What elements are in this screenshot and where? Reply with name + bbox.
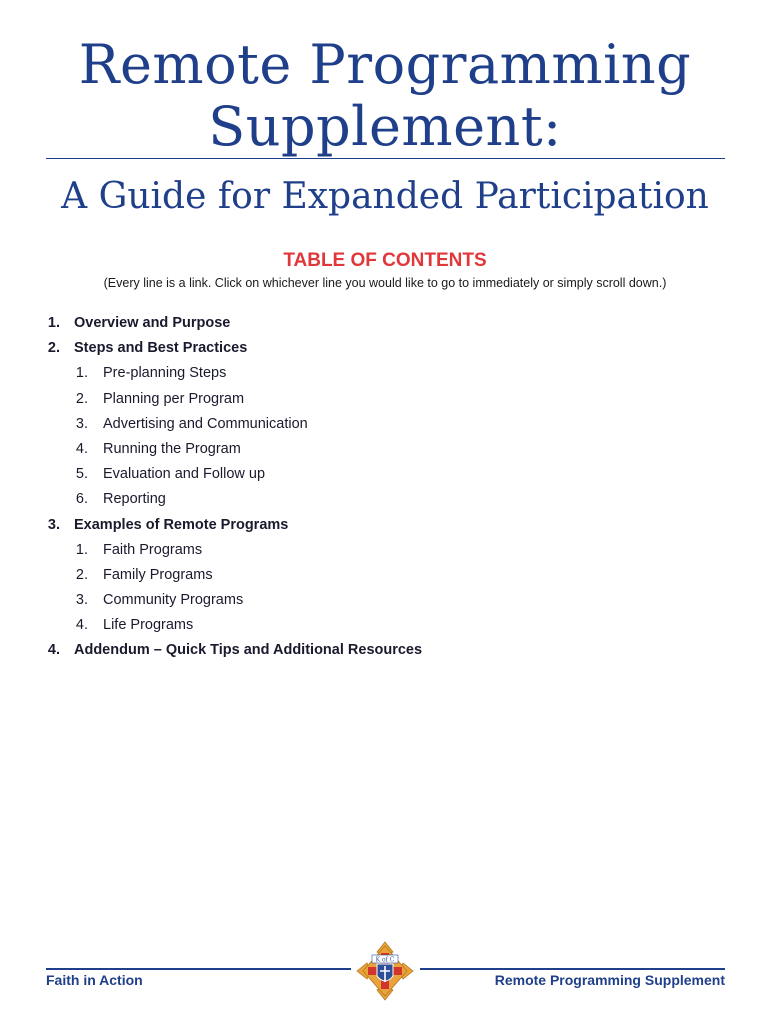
toc-label: Evaluation and Follow up <box>103 466 266 483</box>
toc-number: 2. <box>75 390 88 407</box>
toc-label: Reporting <box>103 491 166 508</box>
toc-heading: TABLE OF CONTENTS <box>283 250 487 271</box>
toc-label: Running the Program <box>103 440 241 457</box>
document-title <box>0 34 770 158</box>
document-subtitle: A Guide for Expanded Participation <box>61 176 709 217</box>
footer-divider-right <box>420 968 725 970</box>
toc-number: 3. <box>75 592 88 609</box>
toc-label: Overview and Purpose <box>74 315 231 331</box>
toc-link-preplanning[interactable] <box>46 361 726 386</box>
toc-label: Life Programs <box>103 617 194 634</box>
toc-label: Examples of Remote Programs <box>74 516 289 533</box>
toc-link-reporting[interactable] <box>46 487 726 512</box>
toc-link-planning[interactable] <box>46 387 726 412</box>
toc-link-steps[interactable] <box>46 336 726 361</box>
footer-right-text: Remote Programming Supplement <box>494 972 725 988</box>
toc-label: Planning per Program <box>103 390 245 407</box>
toc-link-advertising[interactable] <box>46 412 726 437</box>
toc-number: 5. <box>75 466 88 483</box>
toc-number: 1. <box>47 315 60 331</box>
toc-note: (Every line is a link. Click on whichever line you would like to go to immediately or simply scroll down.) <box>103 276 667 290</box>
toc-label: Pre-planning Steps <box>103 365 227 382</box>
toc-label: Addendum – Quick Tips and Additional Resources <box>74 642 423 659</box>
toc-label: Advertising and Communication <box>103 415 308 432</box>
toc-label: Community Programs <box>103 592 244 609</box>
title-divider <box>46 158 725 159</box>
knights-of-columbus-emblem-icon <box>355 940 415 1002</box>
toc-link-community[interactable] <box>46 588 726 613</box>
toc-number: 2. <box>47 340 60 357</box>
toc-link-family[interactable] <box>46 563 726 588</box>
emblem-text: K of C <box>375 956 395 964</box>
toc-link-running[interactable] <box>46 437 726 462</box>
toc-link-overview[interactable] <box>46 311 726 336</box>
footer-divider-left <box>46 968 351 970</box>
toc-number: 1. <box>75 541 88 558</box>
table-of-contents <box>46 311 726 664</box>
title-line-1: Remote Programming <box>78 33 692 96</box>
title-line-2: Supplement: <box>208 95 562 158</box>
toc-number: 4. <box>47 642 60 659</box>
toc-label: Steps and Best Practices <box>74 340 248 357</box>
toc-link-evaluation[interactable] <box>46 462 726 487</box>
toc-link-life[interactable] <box>46 613 726 638</box>
footer-left-text: Faith in Action <box>46 972 143 988</box>
toc-label: Faith Programs <box>103 541 203 558</box>
toc-number: 2. <box>75 566 88 583</box>
toc-link-addendum[interactable] <box>46 638 726 663</box>
toc-number: 4. <box>75 440 88 457</box>
toc-number: 6. <box>75 491 88 508</box>
toc-number: 1. <box>75 365 88 382</box>
toc-label: Family Programs <box>103 566 213 583</box>
toc-number: 4. <box>75 617 88 634</box>
toc-number: 3. <box>47 516 60 533</box>
toc-number: 3. <box>75 415 88 432</box>
toc-link-faith[interactable] <box>46 538 726 563</box>
toc-link-examples[interactable] <box>46 513 726 538</box>
